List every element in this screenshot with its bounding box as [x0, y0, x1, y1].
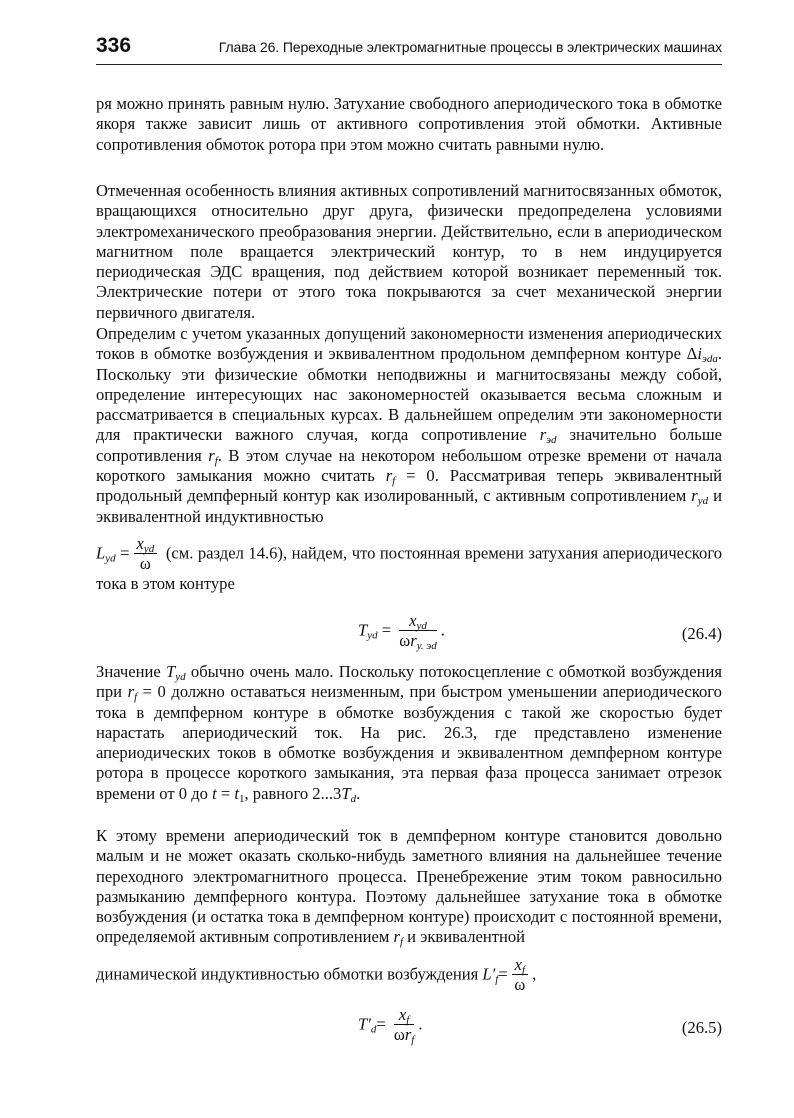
paragraph-5-text: К этому времени апериодический ток в демпферном контуре становится довольно малым и не может оказать сколько-нибудь заметного влияния на дальнейшее течение переходного электромагнитного процесса. Пренебрежение этим током равносильно размыканию демпферного контура. Поэтому дальнейшее затухание тока в обмотке возбуждения (и остатка тока в демпферном контуре) происходит с постоянной времени, определяемой активным сопротивлением $r_f$ и эквивалентной: [96, 826, 722, 949]
paragraph-1-text: ря можно принять равным нулю. Затухание свободного апериодического тока в обмотке якоря также зависит лишь от активного сопротивления этой обмотки. Активные сопротивления обмоток ротора при этом можно считать равными нулю.: [96, 94, 722, 154]
paragraph-3-text: Определим с учетом указанных допущений закономерности изменения апериодических токов в обмотке возбуждения и эквивалентном продольном демпферном контуре $\Delta i_{эdа}$. Поскольку эти физические обмотки неподвижны и магнитосвязаны между собой, определение интересующих нас закономерностей оказывается весьма сложным и рассматривается в специальных курсах. В дальнейшем определим эти закономерности для практически важного случая, когда сопротивление $r_{эd}$ значительно больше сопротивления $r_f$. В этом случае на некотором небольшом отрезке времени от начала короткого замыкания можно считать $r_f = 0$. Рассматривая теперь эквивалентный продольный демпферный контур как изолированный, с активным сопротивлением $r_{yd}$ и эквивалентной индуктивностью: [96, 324, 722, 526]
equation-26-4: [96, 612, 722, 662]
equation-26-5: [96, 1006, 722, 1056]
equation-26-5-formula: $T'_d=$ $\frac{x_f}{\omega r_f}$ .: [358, 1005, 423, 1046]
inline-fraction-Lyd: $\frac{x_{yd}}{\omega}$: [134, 535, 158, 574]
paragraph-1: [96, 94, 722, 155]
paragraph-4-text: Значение $T_{yd}$ обычно очень мало. Поскольку потокосцепление с обмоткой возбуждения при $r_f = 0$ должно оставаться неизменным, при быстром уменьшении апериодического тока в демпферном контуре в обмотке возбуждения с такой же скоростью будет нарастать апериодический ток. На рис. 26.3, где представлено изменение апериодических токов в обмотке возбуждения и эквивалентном демпферном контуре ротора в процессе короткого замыкания, эта первая фаза процесса занимает отрезок времени от 0 до $t = t_1$, равного $2...3T_d$.: [96, 662, 722, 805]
paragraph-5-formula-line: динамической индуктивностью обмотки возбуждения $L'_f=$ $\frac{x_f}{\omega}$ ,: [96, 954, 537, 994]
paragraph-3-formula-line: $L_{yd}$ = $\frac{x_{yd}}{\omega}$ (см. раздел 14.6), найдем, что постоянная времени затухания апериодического тока в этом контуре: [96, 533, 723, 593]
running-header: [96, 34, 722, 65]
paragraph-3: [96, 324, 722, 594]
paragraph-4: [96, 662, 722, 804]
paragraph-2: [96, 181, 722, 323]
paragraph-5: [96, 826, 722, 995]
paragraph-2-text: Отмеченная особенность влияния активных сопротивлений магнитосвязанных обмоток, вращающихся относительно друг друга, физически предопределена условиями электромеханического преобразования энергии. Действительно, если в апериодическом магнитном поле вращается электрический контур, то в нем индуцируется периодическая ЭДС вращения, под действием которой возникает переменный ток. Электрические потери от этого тока покрываются за счет механической энергии первичного двигателя.: [96, 181, 722, 322]
equation-26-4-number: (26.4): [681, 624, 722, 643]
equation-26-5-number: (26.5): [681, 1018, 722, 1037]
page: [96, 34, 723, 1046]
equation-26-4-formula: $T_{yd}$ = $\frac{x_{yd}}{\omega r_{у. эd}}$ .: [358, 611, 445, 652]
inline-fraction-Lf: $\frac{x_f}{\omega}$: [512, 956, 528, 995]
page-number: 336: [96, 34, 132, 57]
chapter-title: Глава 26. Переходные электромагнитные процессы в электрических машинах: [218, 39, 722, 55]
